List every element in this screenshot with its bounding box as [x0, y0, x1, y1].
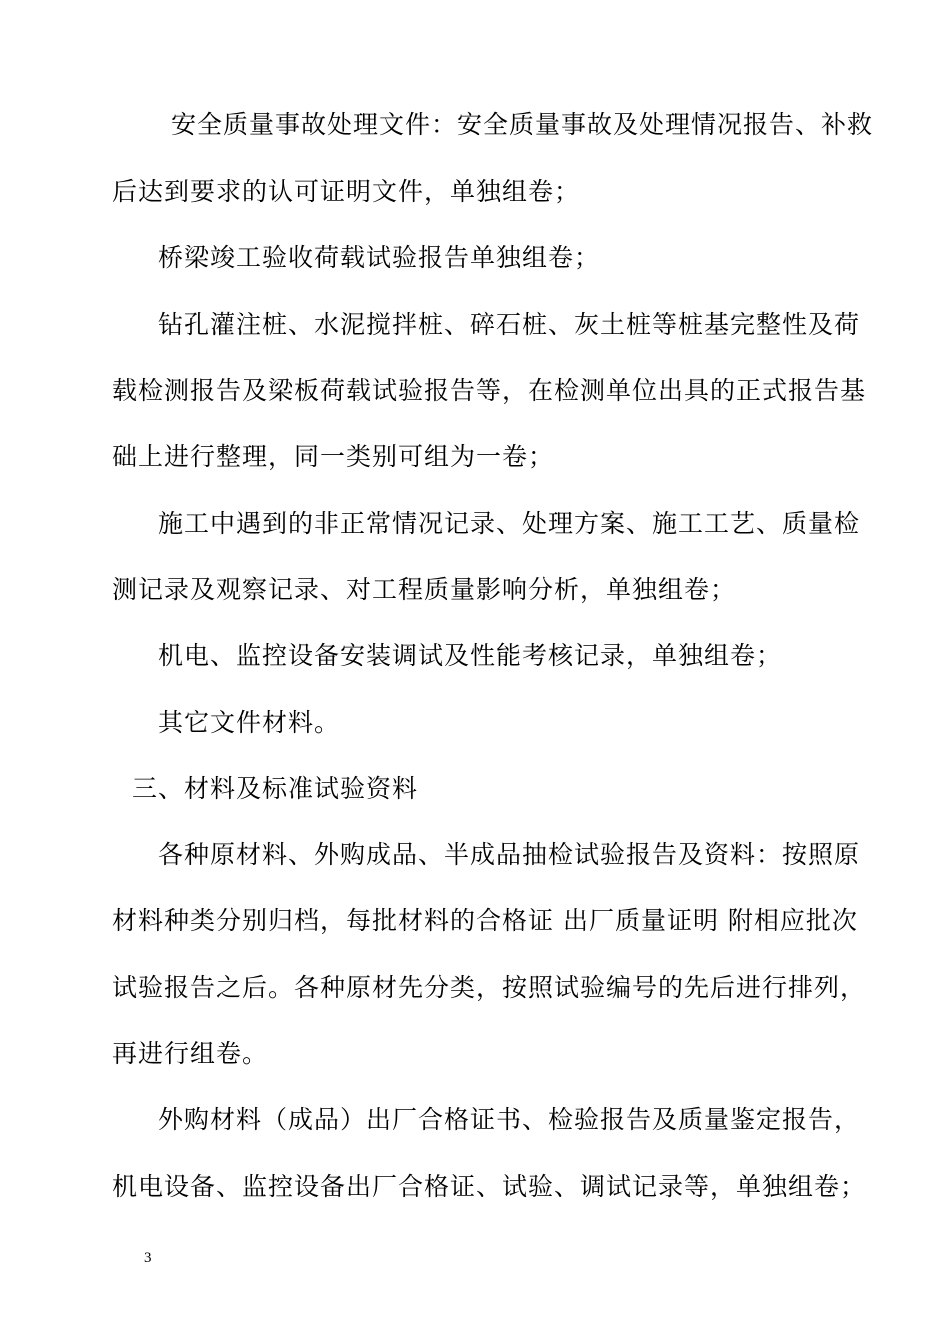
text-line: 机电设备、监控设备出厂合格证、试验、调试记录等，单独组卷；	[112, 1172, 867, 1201]
text-line: 载检测报告及梁板荷载试验报告等，在检测单位出具的正式报告基	[112, 376, 867, 405]
text-line: 础上进行整理，同一类别可组为一卷；	[112, 442, 555, 471]
text-line: 机电、监控设备安装调试及性能考核记录，单独组卷；	[158, 641, 783, 670]
text-line: 再进行组卷。	[112, 1039, 269, 1068]
text-line: 桥梁竣工验收荷载试验报告单独组卷；	[158, 243, 601, 272]
text-line: 安全质量事故处理文件：安全质量事故及处理情况报告、补救	[171, 110, 874, 139]
text-line: 钻孔灌注桩、水泥搅拌桩、碎石桩、灰土桩等桩基完整性及荷	[158, 310, 861, 339]
text-line: 各种原材料、外购成品、半成品抽检试验报告及资料：按照原	[158, 840, 861, 869]
text-line: 测记录及观察记录、对工程质量影响分析，单独组卷；	[112, 575, 737, 604]
text-line: 施工中遇到的非正常情况记录、处理方案、施工工艺、质量检	[158, 509, 861, 538]
text-line: 材料种类分别归档，每批材料的合格证 出厂质量证明 附相应批次	[112, 906, 858, 935]
text-line: 其它文件材料。	[158, 708, 341, 737]
page-number: 3	[144, 1250, 152, 1266]
text-line: 外购材料（成品）出厂合格证书、检验报告及质量鉴定报告，	[158, 1105, 861, 1134]
section-heading: 三、材料及标准试验资料	[132, 774, 419, 803]
text-line: 后达到要求的认可证明文件，单独组卷；	[112, 177, 581, 206]
text-line: 试验报告之后。各种原材先分类，按照试验编号的先后进行排列，	[112, 973, 867, 1002]
